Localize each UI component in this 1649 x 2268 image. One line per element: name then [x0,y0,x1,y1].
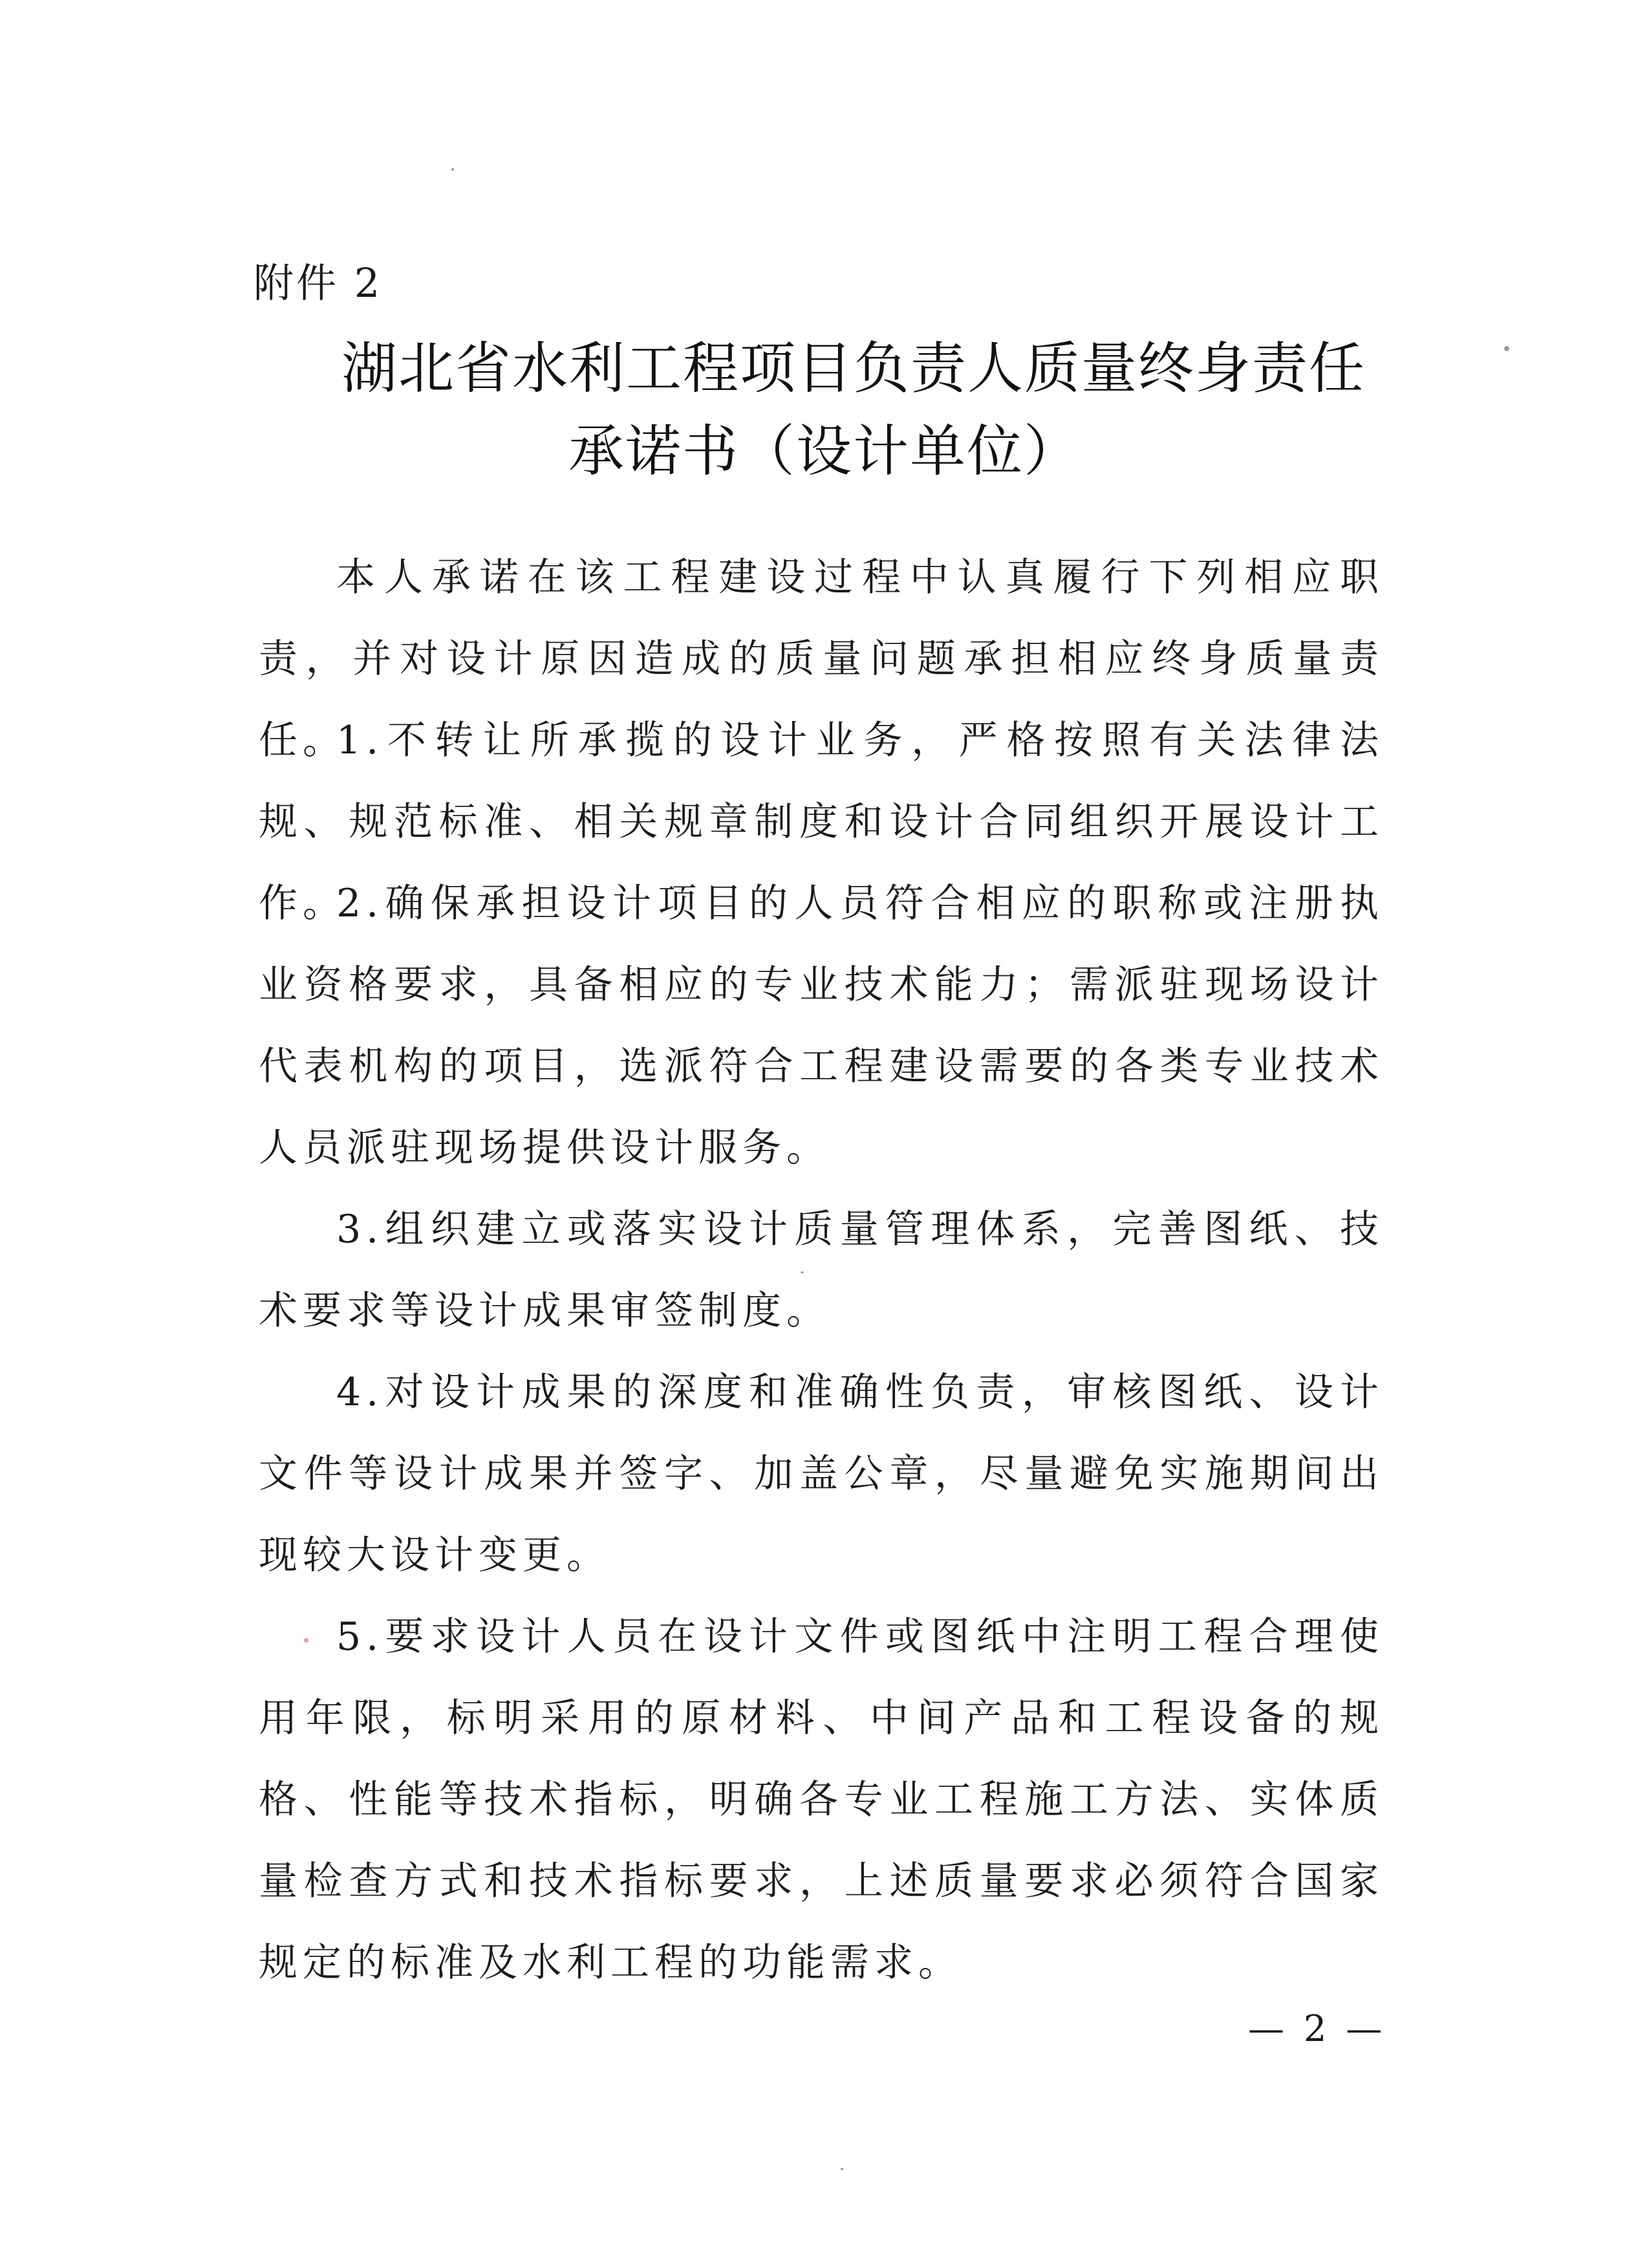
clause-2-paragraph: 2.确保承担设计项目的人员符合相应的职称或注册执业资格要求，具备相应的专业技术能力；需派驻现场设计代表机构的项目，选派符合工程建设需要的各类专业技术人员派驻现场提供设计服务。 [259,881,1384,1171]
scan-speck [304,1638,308,1643]
document-title-line-1: 湖北省水利工程项目负责人质量终身责任 [341,336,1366,401]
scan-speck [841,2168,843,2170]
intro-paragraph: 本人承诺在该工程建设过程中认真履行下列相应职责，并对设计原因造成的质量问题承担相应终身质量责任。 [259,555,1384,763]
scan-speck [801,1271,804,1273]
document-title-line-2: 承诺书（设计单位） [568,419,1081,484]
clause-1-paragraph: 1.不转让所承揽的设计业务，严格按照有关法律法规、规范标准、相关规章制度和设计合同组织开展设计工作。 [259,718,1384,926]
scan-speck [1504,346,1509,351]
clause-4-paragraph: 4.对设计成果的深度和准确性负责，审核图纸、设计文件等设计成果并签字、加盖公章，尽量避免实施期间出现较大设计变更。 [259,1370,1384,1578]
clause-5-paragraph: 5.要求设计人员在设计文件或图纸中注明工程合理使用年限，标明采用的原材料、中间产品和工程设备的规格、性能等技术指标，明确各专业工程施工方法、实体质量检查方式和技术指标要求，上述质量要求必须符合国家规定的标准及水利工程的功能需求。 [259,1614,1384,1985]
clause-3-paragraph: 3.组织建立或落实设计质量管理体系，完善图纸、技术要求等设计成果审签制度。 [259,1207,1384,1334]
attachment-label: 附件 2 [253,259,383,307]
scan-speck [451,168,454,171]
page-number: — 2 — [1248,2008,1386,2050]
